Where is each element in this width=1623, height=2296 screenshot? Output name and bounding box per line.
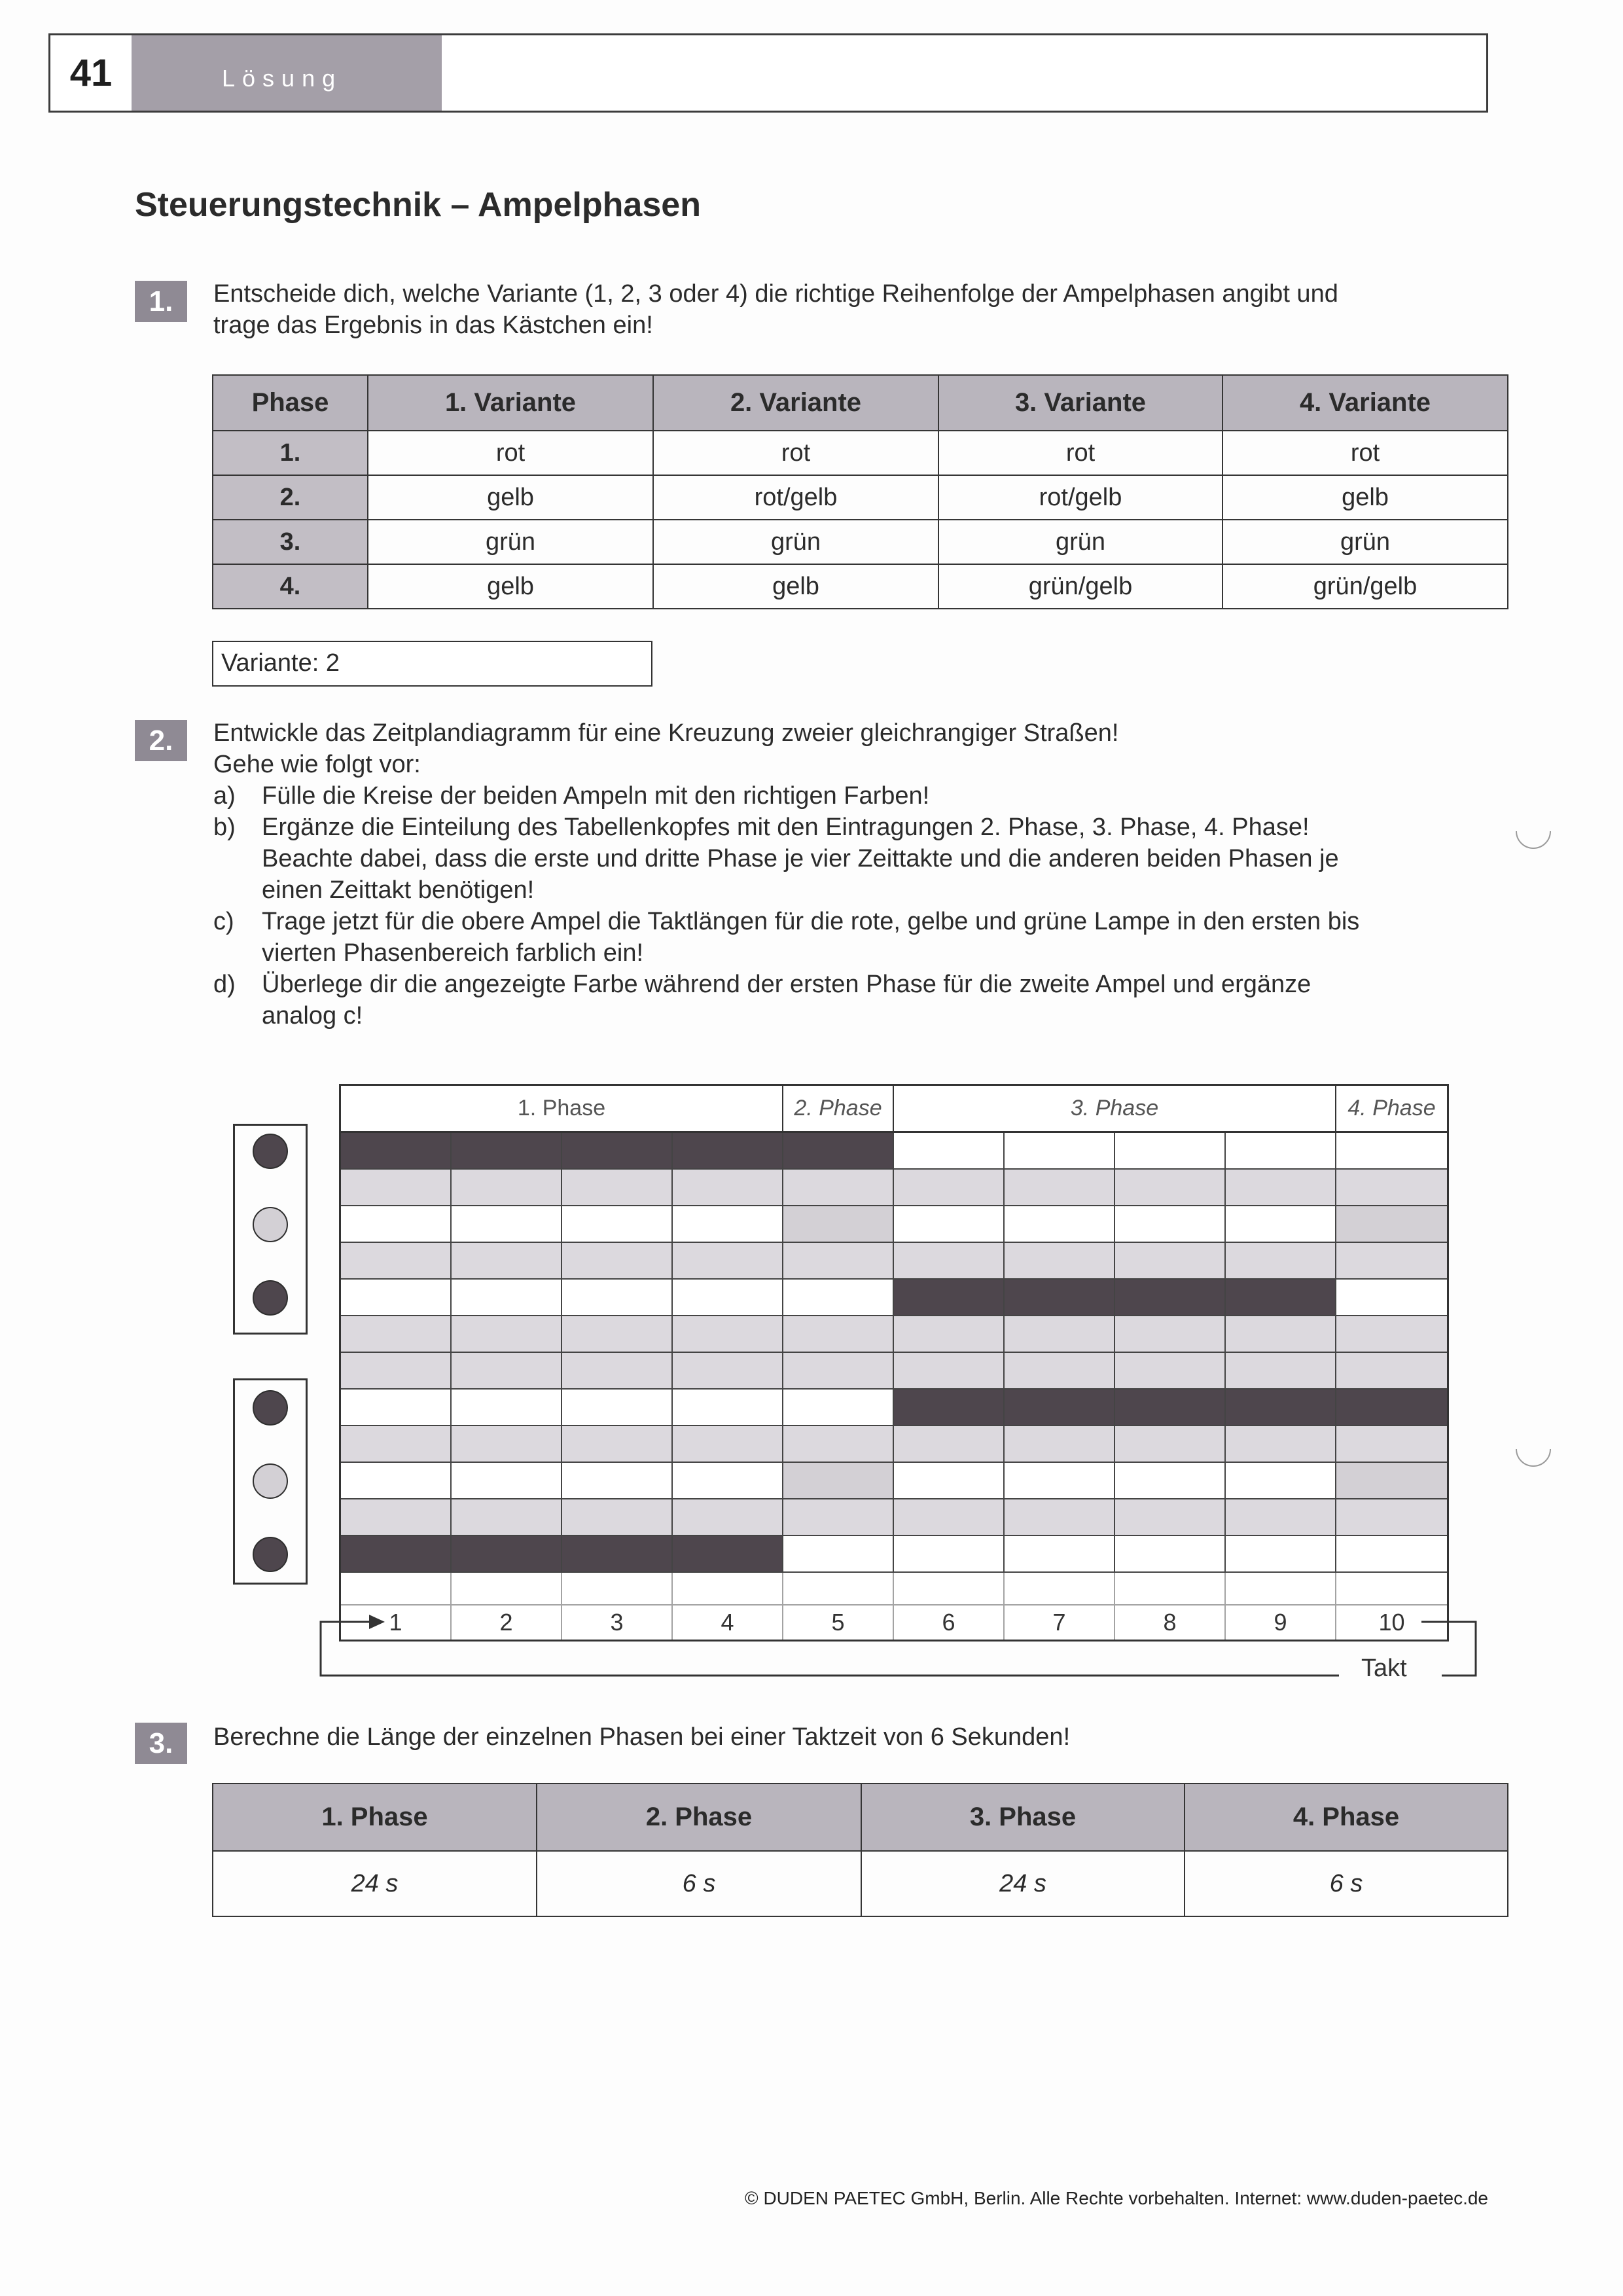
spacer-cell [1005,1316,1115,1353]
spacer-cell [783,1353,894,1390]
spacer-cell [341,1353,452,1390]
variant-cell: gelb [653,564,938,609]
lower-ampel-yellow-takt-2 [452,1463,562,1499]
variant-cell: grün [653,520,938,564]
upper-ampel-yellow-takt-6 [894,1206,1005,1243]
task-1-line: Entscheide dich, welche Variante (1, 2, 3 oder 4) die richtige Reihenfolge der Ampelphasen angibt und [213,280,1338,308]
task-1-line: trage das Ergebnis in das Kästchen ein! [213,312,653,339]
phase-header-2: 2. Phase [783,1086,894,1133]
variant-cell: grün/gelb [1222,564,1508,609]
lower-ampel-yellow-takt-6 [894,1463,1005,1499]
step-line: Ergänze die Einteilung des Tabellenkopfes mit den Eintragungen 2. Phase, 3. Phase, 4. Phase! [262,814,1310,841]
lower-ampel-green-takt-6 [894,1536,1005,1573]
spacer-cell [1005,1426,1115,1463]
task-3-text: Berechne die Länge der einzelnen Phasen bei einer Taktzeit von 6 Sekunden! [213,1723,1071,1751]
spacer-cell [562,1353,673,1390]
lower-ampel-yellow-takt-4 [673,1463,783,1499]
lower-ampel-yellow-takt-3 [562,1463,673,1499]
spacer-cell [562,1243,673,1280]
spacer-cell [452,1316,562,1353]
phase-cell: 4. [213,564,368,609]
spacer-cell [1005,1499,1115,1536]
lower-ampel-green-takt-4 [673,1536,783,1573]
upper-ampel-yellow-takt-3 [562,1206,673,1243]
upper-ampel-yellow-takt-1 [341,1206,452,1243]
upper-ampel-green-lamp [253,1280,288,1316]
spacer-cell [1336,1170,1447,1206]
lower-ampel-red-takt-4 [673,1390,783,1426]
variant-cell: rot [653,431,938,475]
spacer-cell [1115,1426,1226,1463]
lower-ampel-green-takt-10 [1336,1536,1447,1573]
task-1-marker: 1. [135,281,187,322]
upper-ampel-red-takt-9 [1226,1133,1336,1170]
phase-1-length[interactable]: 24 s [213,1851,537,1916]
upper-ampel-red-lamp [253,1134,288,1169]
spacer-cell [783,1426,894,1463]
spacer-cell [894,1426,1005,1463]
spacer-cell [562,1426,673,1463]
step-line: vierten Phasenbereich farblich ein! [262,939,644,967]
step-line: einen Zeittakt benötigen! [262,876,535,904]
upper-ampel-green-takt-4 [673,1280,783,1316]
spacer-cell [673,1316,783,1353]
col-header-variant-4: 4. Variante [1222,375,1508,431]
step-label: d) [213,971,236,998]
lower-ampel-green-lamp [253,1537,288,1572]
variant-cell: grün [938,520,1222,564]
spacer-cell [1115,1243,1226,1280]
spacer-cell [673,1170,783,1206]
lower-ampel-red-takt-2 [452,1390,562,1426]
step-line: Fülle die Kreise der beiden Ampeln mit den richtigen Farben! [262,782,930,810]
upper-ampel-yellow-takt-10 [1336,1206,1447,1243]
spacer-cell [1336,1353,1447,1390]
lower-ampel-red-takt-3 [562,1390,673,1426]
col-header-variant-1: 1. Variante [368,375,653,431]
upper-ampel-yellow-takt-2 [452,1206,562,1243]
spacer-cell [673,1499,783,1536]
spacer-cell [783,1316,894,1353]
table-header-row [213,375,1508,431]
upper-ampel-green-takt-6 [894,1280,1005,1316]
spacer-cell [1115,1170,1226,1206]
upper-ampel-green-takt-5 [783,1280,894,1316]
takt-number-8: 8 [1115,1605,1226,1640]
takt-number-3: 3 [562,1605,673,1640]
spacer-cell [562,1499,673,1536]
lower-ampel-green-takt-5 [783,1536,894,1573]
lower-ampel-green-takt-2 [452,1536,562,1573]
spacer-cell [452,1426,562,1463]
punch-hole-mark [1514,812,1553,851]
upper-ampel-green-takt-1 [341,1280,452,1316]
upper-ampel-yellow-takt-8 [1115,1206,1226,1243]
lower-ampel-green-takt-9 [1226,1536,1336,1573]
spacer-cell [894,1243,1005,1280]
spacer-cell [1226,1243,1336,1280]
step-a [213,780,1359,812]
table-row [213,564,1508,609]
table-row [213,520,1508,564]
col-header-variant-2: 2. Variante [653,375,938,431]
upper-ampel-green-takt-9 [1226,1280,1336,1316]
upper-ampel-green-takt-3 [562,1280,673,1316]
spacer-cell [894,1499,1005,1536]
lower-ampel-yellow-takt-5 [783,1463,894,1499]
upper-ampel-red-takt-7 [1005,1133,1115,1170]
col-header-variant-3: 3. Variante [938,375,1222,431]
spacer-cell [894,1170,1005,1206]
spacer-cell [1336,1499,1447,1536]
lower-ampel-green-takt-7 [1005,1536,1115,1573]
task-2-intro-line: Gehe wie folgt vor: [213,751,421,778]
takt-number-5: 5 [783,1605,894,1640]
spacer-cell [1226,1499,1336,1536]
phase-header-1: 1. Phase [341,1086,783,1133]
spacer-cell [1226,1353,1336,1390]
upper-ampel-red-takt-2 [452,1133,562,1170]
takt-number-6: 6 [894,1605,1005,1640]
variant-cell: rot [1222,431,1508,475]
phase-header-4: 4. Phase [1336,1086,1447,1133]
spacer-cell [341,1316,452,1353]
spacer-cell [562,1316,673,1353]
spacer-cell [783,1170,894,1206]
takt-number-1: 1 [341,1605,452,1640]
page-header [48,33,1488,113]
lower-ampel-green-takt-3 [562,1536,673,1573]
takt-number-4: 4 [673,1605,783,1640]
upper-ampel-green-takt-10 [1336,1280,1447,1316]
timing-diagram [339,1084,1449,1641]
lower-ampel-red-takt-9 [1226,1390,1336,1426]
upper-ampel-yellow-takt-7 [1005,1206,1115,1243]
col-header-phase: Phase [213,375,368,431]
lower-ampel-red-takt-10 [1336,1390,1447,1426]
page-number: 41 [69,52,113,94]
step-label: c) [213,908,234,935]
lower-ampel-yellow-takt-9 [1226,1463,1336,1499]
takt-number-9: 9 [1226,1605,1336,1640]
spacer-cell [1336,1243,1447,1280]
spacer-cell [894,1316,1005,1353]
spacer-cell [1115,1499,1226,1536]
upper-ampel-red-takt-10 [1336,1133,1447,1170]
step-line: analog c! [262,1002,363,1030]
takt-number-7: 7 [1005,1605,1115,1640]
spacer-cell [1005,1170,1115,1206]
spacer-cell [341,1499,452,1536]
spacer-cell [341,1426,452,1463]
upper-ampel-green-takt-7 [1005,1280,1115,1316]
phase-header-3: 3. Phase [894,1086,1336,1133]
spacer-cell [673,1243,783,1280]
step-line: Beachte dabei, dass die erste und dritte Phase je vier Zeittakte und die anderen beiden Phasen je [262,845,1339,872]
spacer-cell [1005,1353,1115,1390]
takt-number-10: 10 [1378,1609,1405,1636]
col-header-phase-2: 2. Phase [537,1784,861,1851]
spacer-cell [673,1353,783,1390]
spacer-cell [1336,1316,1447,1353]
task-2-marker: 2. [135,720,187,761]
lower-ampel-red-takt-6 [894,1390,1005,1426]
lower-ampel-yellow-takt-7 [1005,1463,1115,1499]
variant-cell: rot/gelb [938,475,1222,520]
section-label: Lösung [132,35,442,111]
phase-3-length[interactable]: 24 s [861,1851,1185,1916]
spacer-cell [1226,1426,1336,1463]
phase-length-table [212,1783,1508,1917]
spacer-cell [1226,1170,1336,1206]
spacer-cell [783,1499,894,1536]
phase-2-length[interactable]: 6 s [537,1851,861,1916]
spacer-cell [1005,1243,1115,1280]
upper-ampel-red-takt-8 [1115,1133,1226,1170]
upper-ampel-red-takt-3 [562,1133,673,1170]
takt-number-2: 2 [452,1605,562,1640]
upper-ampel-red-takt-6 [894,1133,1005,1170]
spacer-cell [1226,1316,1336,1353]
variant-cell: gelb [368,564,653,609]
col-header-phase-3: 3. Phase [861,1784,1185,1851]
page-title: Steuerungstechnik – Ampelphasen [135,186,701,224]
lower-ampel-green-takt-8 [1115,1536,1226,1573]
variant-cell: grün/gelb [938,564,1222,609]
lower-ampel-red-takt-8 [1115,1390,1226,1426]
spacer-cell [452,1499,562,1536]
variant-cell: gelb [368,475,653,520]
task-1-text [213,278,1338,341]
task-3-marker: 3. [135,1723,187,1764]
spacer-cell [673,1426,783,1463]
spacer-cell [562,1170,673,1206]
variant-cell: rot [368,431,653,475]
variant-answer-box[interactable]: Variante: 2 [212,641,652,687]
copyright-footer: © DUDEN PAETEC GmbH, Berlin. Alle Rechte vorbehalten. Internet: www.duden-paetec.de [745,2188,1488,2208]
upper-ampel-yellow-takt-5 [783,1206,894,1243]
punch-hole-mark [1514,1429,1553,1469]
step-c [213,906,1359,969]
upper-ampel-yellow-takt-4 [673,1206,783,1243]
col-header-phase-1: 1. Phase [213,1784,537,1851]
upper-ampel-red-takt-4 [673,1133,783,1170]
variant-cell: gelb [1222,475,1508,520]
spacer-cell [452,1353,562,1390]
step-line: Überlege dir die angezeigte Farbe während der ersten Phase für die zweite Ampel und ergänze [262,971,1311,998]
col-header-phase-4: 4. Phase [1185,1784,1508,1851]
lower-ampel-green-takt-1 [341,1536,452,1573]
upper-ampel-red-takt-5 [783,1133,894,1170]
lower-ampel-red-takt-1 [341,1390,452,1426]
variant-cell: grün [368,520,653,564]
variant-cell: rot [938,431,1222,475]
spacer-cell [452,1243,562,1280]
spacer-cell [1115,1316,1226,1353]
variant-cell: rot/gelb [653,475,938,520]
task-2-text [213,717,1359,1031]
spacer-cell [341,1243,452,1280]
upper-ampel-yellow-takt-9 [1226,1206,1336,1243]
step-label: b) [213,814,236,841]
spacer-cell [783,1243,894,1280]
spacer-cell [1336,1426,1447,1463]
lower-ampel-red-takt-7 [1005,1390,1115,1426]
spacer-cell [894,1353,1005,1390]
phase-cell: 2. [213,475,368,520]
phase-cell: 1. [213,431,368,475]
table-header-row [213,1784,1508,1851]
takt-axis-label: Takt [1361,1655,1407,1682]
phase-4-length[interactable]: 6 s [1185,1851,1508,1916]
upper-ampel-yellow-lamp [253,1207,288,1242]
step-line: Trage jetzt für die obere Ampel die Taktlängen für die rote, gelbe und grüne Lampe in den ersten bis [262,908,1360,935]
spacer-cell [452,1170,562,1206]
lower-ampel-yellow-takt-8 [1115,1463,1226,1499]
upper-ampel-green-takt-8 [1115,1280,1226,1316]
lower-ampel-red-takt-5 [783,1390,894,1426]
lower-ampel-yellow-takt-1 [341,1463,452,1499]
phase-cell: 3. [213,520,368,564]
spacer-cell [1115,1353,1226,1390]
table-row [213,431,1508,475]
lower-ampel-yellow-lamp [253,1463,288,1499]
step-label: a) [213,782,236,810]
takt-loop-arrow [308,1597,1492,1695]
table-row [213,475,1508,520]
spacer-cell [341,1170,452,1206]
lower-ampel-yellow-takt-10 [1336,1463,1447,1499]
variants-table [212,374,1508,609]
task-2-intro-line: Entwickle das Zeitplandiagramm für eine Kreuzung zweier gleichrangiger Straßen! [213,719,1119,747]
upper-ampel-red-takt-1 [341,1133,452,1170]
table-row [213,1851,1508,1916]
variant-cell: grün [1222,520,1508,564]
traffic-lights [233,1133,308,1573]
step-d [213,969,1359,1031]
step-b [213,812,1359,906]
upper-ampel-green-takt-2 [452,1280,562,1316]
lower-ampel-red-lamp [253,1390,288,1426]
